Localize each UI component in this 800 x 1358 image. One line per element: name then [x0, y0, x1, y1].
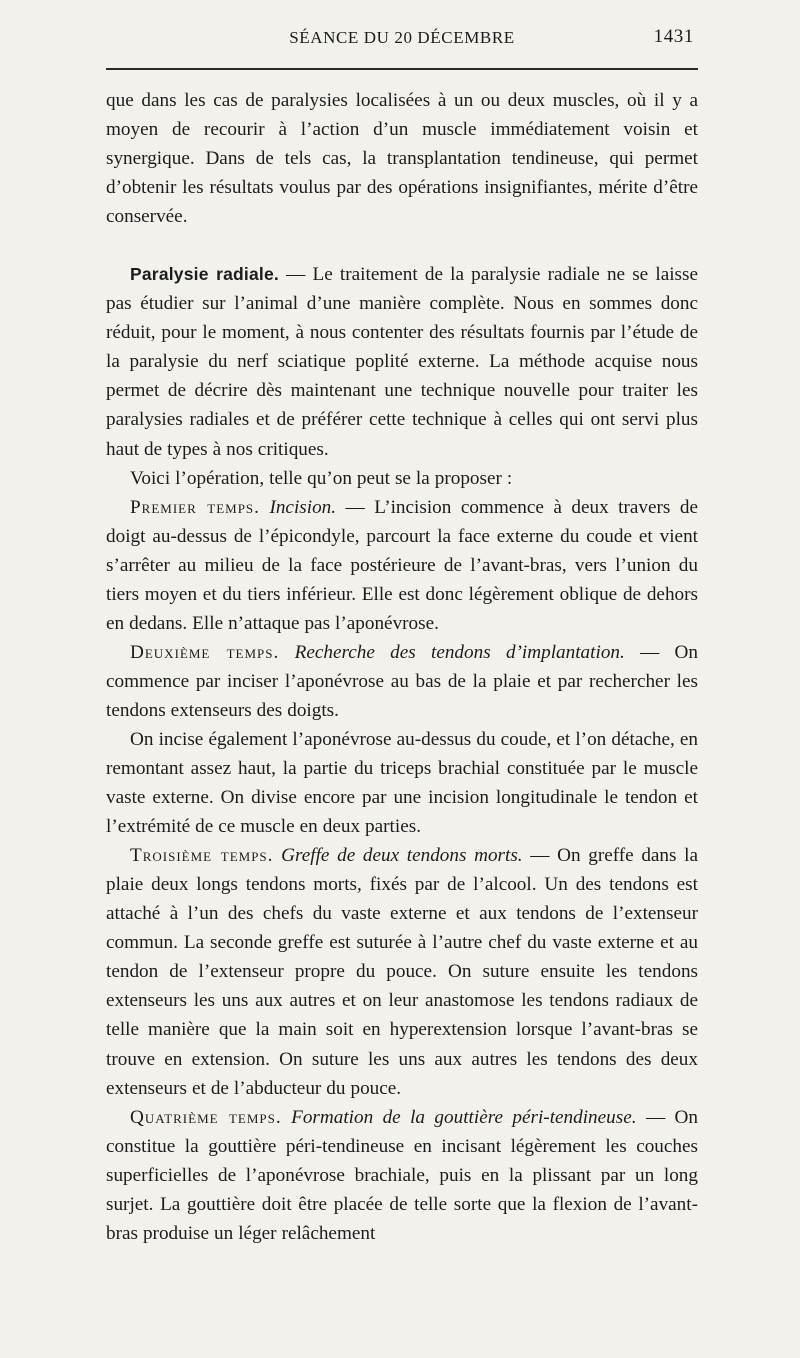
- running-title: SÉANCE DU 20 DÉCEMBRE: [289, 28, 515, 47]
- paragraph-paralysie-radiale: [106, 260, 698, 463]
- step-label: Troisième temps.: [130, 845, 274, 867]
- page: [106, 18, 698, 1248]
- step-label: Premier temps.: [130, 496, 260, 518]
- step-title: Recherche des tendons d’implantation.: [294, 641, 625, 663]
- paragraph-quatrieme-temps: [106, 1103, 698, 1248]
- step-title: Formation de la gouttière péri-tendineuse.: [291, 1106, 637, 1128]
- paragraph-troisieme-temps: [106, 841, 698, 1102]
- page-header: [106, 18, 698, 54]
- paragraph-operation-intro: Voici l’opération, telle qu’on peut se la proposer :: [130, 467, 513, 489]
- section-gap: [106, 231, 698, 260]
- paragraph-text: — On constitue la gouttière péri-tendineuse en incisant légèrement les couches superficielles de l’aponévrose brachiale, puis en la plissant par un long surjet. La gouttière doit être placée de telle sorte que la flexion de l’avant-bras produise un léger relâchement: [106, 1106, 698, 1244]
- body-text: [106, 86, 698, 1248]
- page-number: 1431: [653, 26, 694, 47]
- paragraph-text: — On commence par inciser l’aponévrose au bas de la plaie et par rechercher les tendons extenseurs des doigts.: [106, 641, 699, 721]
- section-heading: Paralysie radiale.: [130, 264, 279, 285]
- step-label: Deuxième temps.: [130, 641, 280, 663]
- paragraph-text: — Le traitement de la paralysie radiale ne se laisse pas étudier sur l’animal d’une manière complète. Nous en sommes donc réduit, pour le moment, à nous contenter des résultats fournis par l’étude de la paralysie du nerf sciatique poplité externe. La méthode acquise nous permet de décrire dès maintenant une technique nouvelle pour traiter les paralysies radiales et de préférer cette technique à celles qui ont servi plus haut de types à nos critiques.: [106, 264, 698, 460]
- step-label: Quatrième temps.: [130, 1106, 282, 1128]
- paragraph-premier-temps: [106, 493, 698, 638]
- paragraph-text: — On greffe dans la plaie deux longs tendons morts, fixés par de l’alcool. Un des tendons est attaché à l’un des chefs du vaste externe et aux tendons de l’extenseur commun. La seconde greffe est suturée à l’autre chef du vaste externe et au tendon de l’extenseur propre du pouce. On suture ensuite les tendons extenseurs les uns aux autres et on leur anastomose les tendons radiaux de telle manière que la main soit en hyperextension lorsque l’avant-bras se trouve en extension. On suture les uns aux autres les tendons des deux extenseurs et de l’abducteur du pouce.: [106, 845, 699, 1099]
- step-title: Incision.: [269, 496, 337, 518]
- paragraph-deuxieme-temps: [106, 638, 698, 725]
- paragraph-aponevrose: On incise également l’aponévrose au-dessus du coude, et l’on détache, en remontant assez haut, la partie du triceps brachial constituée par le muscle vaste externe. On divise encore par une incision longitudinale le tendon et l’extrémité de ce muscle en deux parties.: [106, 728, 698, 838]
- paragraph-text: — L’incision commence à deux travers de doigt au-dessus de l’épicondyle, parcourt la face externe du coude et vient s’arrêter au milieu de la face postérieure de l’avant-bras, vers l’union du tiers moyen et du tiers inférieur. Elle est donc légèrement oblique de dehors en dedans. Elle n’attaque pas l’aponévrose.: [106, 496, 698, 634]
- header-rule: [106, 68, 698, 70]
- step-title: Greffe de deux tendons morts.: [281, 845, 523, 867]
- paragraph-transplantation: que dans les cas de paralysies localisées à un ou deux muscles, où il y a moyen de recourir à l’action d’un muscle immédiatement voisin et synergique. Dans de tels cas, la transplantation tendineuse, qui permet d’obtenir les résultats voulus par des opérations insignifiantes, mérite d’être conservée.: [106, 90, 698, 228]
